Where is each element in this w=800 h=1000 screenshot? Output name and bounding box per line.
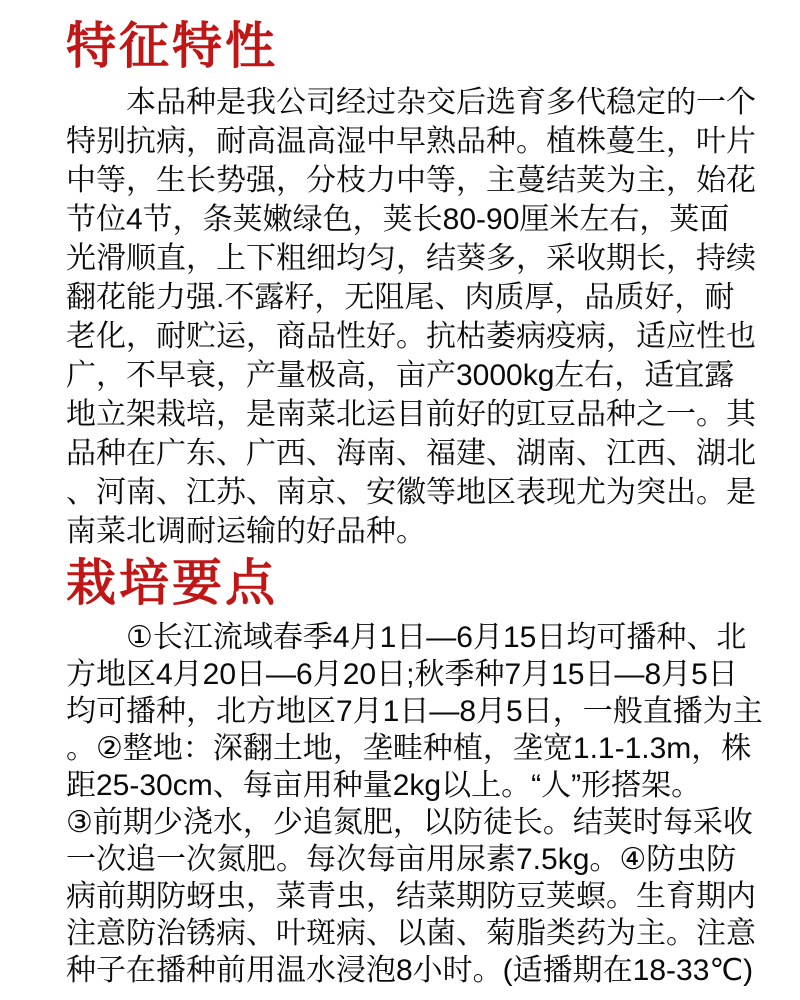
text-line: ③前期少浇水，少追氮肥，以防徒长。结荚时每采收 [66, 806, 753, 839]
text-line: 一次追一次氮肥。每次每亩用尿素7.5kg。④防虫防 [66, 843, 737, 876]
text-line: 均可播种，北方地区7月1日—8月5日，一般直播为主 [66, 695, 763, 728]
text-line: 中等，生长势强，分枝力中等，主蔓结荚为主，始花 [66, 164, 756, 197]
text-line: 、河南、江苏、南京、安徽等地区表现尤为突出。是 [66, 476, 756, 509]
text-line: 注意防治锈病、叶斑病、以菌、菊脂类药为主。注意 [66, 917, 756, 950]
text-line: 翻花能力强.不露籽，无阻尾、肉质厚，品质好，耐 [66, 281, 735, 314]
text-line: 。②整地：深翻土地，垄畦种植，垄宽1.1-1.3m，株 [66, 732, 752, 765]
cultivation-paragraph [66, 619, 763, 989]
text-line: 节位4节，条荚嫩绿色，荚长80-90厘米左右，荚面 [66, 203, 730, 236]
cultivation-heading: 栽培要点 [66, 555, 278, 611]
text-line: 方地区4月20日—6月20日;秋季种7月15日—8月5日 [66, 658, 738, 691]
text-line: 光滑顺直，上下粗细均匀，结葵多，采收期长，持续 [66, 242, 756, 275]
text-line: 品种在广东、广西、海南、福建、湖南、江西、湖北 [66, 437, 756, 470]
text-line: 种子在播种前用温水浸泡8小时。(适播期在18-33℃) [66, 954, 754, 987]
text-line: 特别抗病，耐高温高湿中早熟品种。植株蔓生，叶片 [66, 125, 756, 158]
text-line: 本品种是我公司经过杂交后选育多代稳定的一个 [126, 86, 756, 119]
text-line: 病前期防蚜虫，菜青虫，结菜期防豆荚螟。生育期内 [66, 880, 756, 913]
text-line: 地立架栽培，是南菜北运目前好的豇豆品种之一。其 [66, 398, 756, 431]
characteristics-heading: 特征特性 [66, 18, 278, 74]
section-cultivation [66, 555, 763, 989]
text-line: 距25-30cm、每亩用种量2kg以上。“人”形搭架。 [66, 769, 702, 802]
text-line: 老化，耐贮运，商品性好。抗枯萎病疫病，适应性也 [66, 320, 756, 353]
section-characteristics [66, 18, 756, 551]
text-line: 广，不早衰，产量极高，亩产3000kg左右，适宜露 [66, 359, 735, 392]
text-line: 南菜北调耐运输的好品种。 [66, 515, 426, 548]
text-line: ①长江流域春季4月1日—6月15日均可播种、北 [126, 621, 747, 654]
characteristics-paragraph [66, 83, 756, 551]
